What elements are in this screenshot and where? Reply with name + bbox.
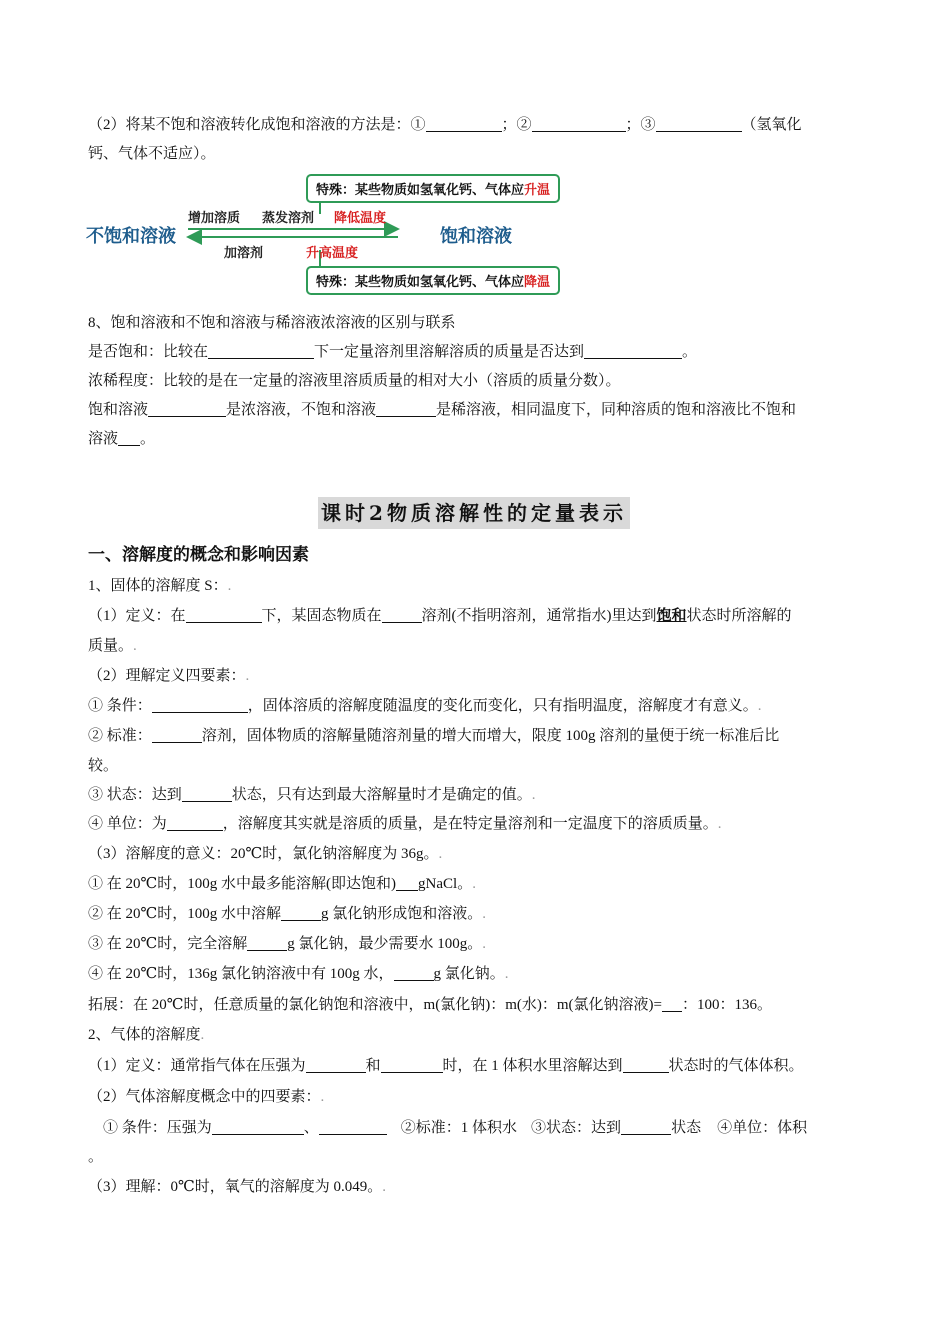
blank	[167, 814, 223, 831]
text: gNaCl。	[418, 876, 473, 892]
text: 升温	[524, 183, 551, 198]
blank	[152, 726, 202, 743]
blank	[621, 1118, 671, 1135]
text: ③ 状态：达到	[88, 787, 182, 803]
text: ④单位：体积	[717, 1120, 808, 1136]
text: 、	[303, 1120, 319, 1136]
text: 。	[682, 344, 698, 360]
text: ④ 在 20℃时，136g 氯化钠溶液中有 100g 水，	[88, 966, 394, 982]
text: （2）将某不饱和溶液转化成饱和溶液的方法是：①	[88, 117, 426, 133]
blank	[281, 904, 321, 921]
text: 饱和	[656, 608, 687, 624]
meaning-4	[88, 963, 509, 985]
text: ③ 在 20℃时，完全溶解	[88, 936, 248, 952]
part1-heading: 一、溶解度的概念和影响因素	[88, 545, 309, 565]
text: （2）气体溶解度概念中的四要素：	[88, 1089, 321, 1105]
conversion-diagram	[84, 168, 584, 300]
gas-understanding	[88, 1176, 386, 1198]
standard-line-2	[88, 755, 118, 777]
gas-def-line	[88, 1055, 804, 1077]
text: ④ 单位：为	[88, 816, 167, 832]
blank	[306, 1056, 366, 1073]
sec8-title	[88, 312, 456, 334]
trail-dot: .	[133, 638, 137, 654]
blank	[152, 696, 248, 713]
trail-dot: .	[757, 698, 762, 714]
extension-line	[88, 994, 772, 1016]
meaning-1	[88, 873, 476, 895]
text: g 氯化钠形成饱和溶液。	[321, 906, 483, 922]
blank	[212, 1118, 304, 1135]
text: ① 条件：	[88, 698, 152, 714]
text: 降温	[524, 275, 551, 290]
label-raise-temp: 升高温度	[306, 246, 359, 261]
trail-dot: .	[227, 578, 232, 594]
text: 和	[365, 1058, 381, 1074]
text: 溶剂(不指明溶剂，通常指水)里达到	[421, 608, 657, 624]
blank	[186, 606, 262, 623]
blank	[118, 429, 140, 446]
blank	[182, 785, 232, 802]
sec8-line1	[88, 341, 697, 363]
blank	[376, 400, 436, 417]
text: 溶液	[88, 431, 119, 447]
text: （2）理解定义四要素：	[88, 668, 246, 684]
trail-dot: .	[245, 668, 250, 684]
text: 拓展：在 20℃时，任意质量的氯化钠饱和溶液中，m(氯化钠)：m(水)：m(氯化钠溶液)=	[88, 997, 662, 1013]
standard-line	[88, 725, 779, 747]
def-line2	[88, 635, 137, 657]
text: 时，在 1 体积水里溶解达到	[442, 1058, 623, 1074]
text: 状态时的气体体积。	[668, 1058, 804, 1074]
text: 浓稀程度：比较的是在一定量的溶液里溶质质量的相对大小（溶质的质量分数）。	[88, 373, 621, 389]
text: g 氯化钠。	[433, 966, 505, 982]
text: 是稀溶液，相同温度下，同种溶质的饱和溶液比不饱和	[436, 402, 797, 418]
text: ；②	[501, 117, 532, 133]
trail-dot: .	[320, 1089, 325, 1105]
text: ② 在 20℃时，100g 水中溶解	[88, 906, 282, 922]
label-add-solvent: 加溶剂	[224, 246, 264, 261]
text: 。	[88, 1149, 104, 1165]
gas-elements-line	[103, 1117, 807, 1139]
text: ，溶解度其实就是溶质的质量，是在特定量溶剂和一定温度下的溶质质量。	[222, 816, 718, 832]
label-lower-temp: 降低温度	[334, 211, 387, 226]
sec8-line3	[88, 399, 796, 421]
line-convert-methods	[88, 114, 802, 136]
meaning-line	[88, 843, 442, 865]
text: 特殊：某些物质如氢氧化钙、气体应	[316, 183, 525, 198]
def-line1	[88, 605, 792, 627]
trail-dot: .	[482, 936, 487, 952]
trail-dot: .	[504, 966, 509, 982]
sec8-line4	[88, 428, 155, 450]
label-evaporate: 蒸发溶剂	[262, 211, 315, 226]
blank	[381, 1056, 443, 1073]
trail-dot: .	[472, 876, 476, 892]
label-saturated: 饱和溶液	[440, 226, 512, 247]
trail-dot: .	[482, 906, 487, 922]
text: 8、饱和溶液和不饱和溶液与稀溶液浓溶液的区别与联系	[88, 315, 456, 331]
trail-dot: .	[438, 846, 443, 862]
text: （3）理解：0℃时，氧气的溶解度为 0.049。	[88, 1179, 383, 1195]
text: ③状态：达到	[531, 1120, 622, 1136]
blank	[396, 874, 418, 891]
meaning-2	[88, 903, 486, 925]
trail-dot: .	[382, 1179, 387, 1195]
line-convert-methods-2	[88, 143, 216, 165]
blank	[148, 400, 226, 417]
text: g 氯化钠，最少需要水 100g。	[287, 936, 483, 952]
unit-line	[88, 813, 722, 835]
blank	[382, 606, 422, 623]
sec8-line2	[88, 370, 621, 392]
special-box-bottom	[306, 266, 560, 295]
gas-solubility-title	[88, 1024, 204, 1046]
text: （3）溶解度的意义：20℃时，氯化钠溶解度为 36g。	[88, 846, 439, 862]
blank	[394, 964, 434, 981]
special-box-top	[306, 174, 560, 203]
text: （1）定义：在	[88, 608, 186, 624]
text: 下，某固态物质在	[261, 608, 382, 624]
lesson-title: 课时2物质溶解性的定量表示	[318, 497, 630, 529]
text: ② 标准：	[88, 728, 152, 744]
gas-four-elements	[88, 1086, 324, 1108]
gas-elements-line-2	[88, 1146, 103, 1168]
text: ：100：136。	[681, 997, 772, 1013]
blank	[623, 1056, 669, 1073]
text: 是否饱和：比较在	[88, 344, 209, 360]
text: ① 在 20℃时，100g 水中最多能溶解(即达饱和)	[88, 876, 397, 892]
blank	[584, 342, 682, 359]
text: 状态，只有达到最大溶解量时才是确定的值。	[231, 787, 532, 803]
trail-dot: .	[531, 787, 536, 803]
text: （氢氧化	[741, 117, 802, 133]
solid-solubility-title	[88, 575, 231, 597]
text: 溶剂，固体物质的溶解量随溶剂量的增大而增大，限度 100g 溶剂的量便于统一标准后比	[201, 728, 780, 744]
blank	[426, 115, 502, 132]
text: （1）定义：通常指气体在压强为	[88, 1058, 306, 1074]
blank	[208, 342, 314, 359]
text: 质量。	[88, 638, 134, 654]
blank	[247, 934, 287, 951]
trail-dot: .	[200, 1027, 205, 1043]
text: 。	[140, 431, 156, 447]
blank	[532, 115, 626, 132]
text: ；③	[625, 117, 656, 133]
text: 特殊：某些物质如氢氧化钙、气体应	[316, 275, 525, 290]
trail-dot: .	[717, 816, 722, 832]
text: 是浓溶液，不饱和溶液	[226, 402, 377, 418]
condition-line	[88, 695, 762, 717]
meaning-3	[88, 933, 486, 955]
label-add-solute: 增加溶质	[188, 211, 241, 226]
text: 1、固体的溶解度 S：	[88, 578, 228, 594]
text: 状态	[671, 1120, 702, 1136]
text: ，固体溶质的溶解度随温度的变化而变化，只有指明温度，溶解度才有意义。	[247, 698, 758, 714]
four-elements	[88, 665, 249, 687]
text: 较。	[88, 758, 119, 774]
state-line	[88, 784, 536, 806]
text: 饱和溶液	[88, 402, 149, 418]
blank	[319, 1118, 387, 1135]
text: 下一定量溶剂里溶解溶质的质量是否达到	[314, 344, 585, 360]
text: ① 条件：压强为	[103, 1120, 212, 1136]
blank	[662, 995, 682, 1012]
text: 状态时所溶解的	[686, 608, 792, 624]
label-unsaturated: 不饱和溶液	[86, 226, 176, 247]
text: ②标准：1 体积水	[400, 1120, 518, 1136]
text: 钙、气体不适应）。	[88, 146, 216, 162]
text: 2、气体的溶解度	[88, 1027, 201, 1043]
blank	[656, 115, 742, 132]
